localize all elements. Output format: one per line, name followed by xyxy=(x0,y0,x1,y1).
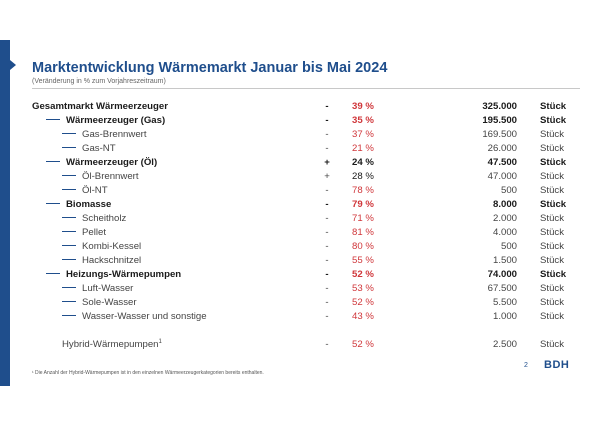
row-label: Scheitholz xyxy=(82,213,127,224)
row-value: 74.000 xyxy=(487,269,517,280)
footnote: ¹ Die Anzahl der Hybrid-Wärmepumpen ist in den einzelnen Wärmeerzeugerkategorien bereits enthalten. xyxy=(32,370,264,376)
row-sign: + xyxy=(324,157,330,168)
page-subtitle: (Veränderung in % zum Vorjahreszeitraum) xyxy=(32,78,166,85)
row-unit: Stück xyxy=(540,157,567,168)
row-unit: Stück xyxy=(540,269,567,280)
row-unit: Stück xyxy=(540,115,567,126)
row-label: Wasser-Wasser und sonstige xyxy=(82,311,207,322)
row-percent: 39 % xyxy=(352,101,374,112)
row-percent: 35 % xyxy=(352,115,374,126)
dash-icon xyxy=(62,147,76,148)
row-percent: 37 % xyxy=(352,129,374,140)
dash-icon xyxy=(62,287,76,288)
table-row-gas-nt xyxy=(32,142,580,156)
dash-icon xyxy=(62,259,76,260)
row-label: Pellet xyxy=(82,227,106,238)
dash-icon xyxy=(46,203,60,204)
row-label: Biomasse xyxy=(66,199,112,210)
row-unit: Stück xyxy=(540,311,564,322)
row-unit: Stück xyxy=(540,185,564,196)
row-label: Öl-Brennwert xyxy=(82,171,139,182)
table-row-luft-wasser xyxy=(32,282,580,296)
row-unit: Stück xyxy=(540,213,564,224)
table-row-sole-wasser xyxy=(32,296,580,310)
accent-bar xyxy=(0,40,10,386)
row-value: 2.000 xyxy=(492,213,517,224)
table-row-waermepumpen xyxy=(32,268,580,282)
row-sign: - xyxy=(325,185,329,196)
row-label: Sole-Wasser xyxy=(82,297,137,308)
dash-icon xyxy=(62,315,76,316)
row-unit: Stück xyxy=(540,101,567,112)
dash-icon xyxy=(62,301,76,302)
row-label: Gesamtmarkt Wärmeerzeuger xyxy=(32,101,168,112)
row-value: 500 xyxy=(500,241,517,252)
row-percent: 81 % xyxy=(352,227,374,238)
row-label: Wärmeerzeuger (Öl) xyxy=(66,157,158,168)
table-row-scheitholz xyxy=(32,212,580,226)
table-row-hybrid xyxy=(32,338,580,352)
row-percent: 53 % xyxy=(352,283,374,294)
row-value: 4.000 xyxy=(492,227,517,238)
dash-icon xyxy=(62,133,76,134)
dash-icon xyxy=(62,245,76,246)
row-percent: 24 % xyxy=(352,157,374,168)
dash-icon xyxy=(46,161,60,162)
page-number: 2 xyxy=(524,362,528,369)
table-row-gas xyxy=(32,114,580,128)
row-percent: 71 % xyxy=(352,213,374,224)
table-row-gas-brennwert xyxy=(32,128,580,142)
row-value: 47.500 xyxy=(487,157,517,168)
row-unit: Stück xyxy=(540,283,564,294)
row-unit: Stück xyxy=(540,241,564,252)
row-value: 67.500 xyxy=(487,283,517,294)
table-row-oel-nt xyxy=(32,184,580,198)
dash-icon xyxy=(62,217,76,218)
row-sign: - xyxy=(325,129,329,140)
row-label: Wärmeerzeuger (Gas) xyxy=(66,115,166,126)
row-percent: 79 % xyxy=(352,199,374,210)
row-value: 500 xyxy=(500,185,517,196)
row-unit: Stück xyxy=(540,143,564,154)
accent-notch xyxy=(10,60,16,70)
row-sign: + xyxy=(324,171,330,182)
row-percent: 52 % xyxy=(352,269,374,280)
row-value: 8.000 xyxy=(492,199,517,210)
row-sign: - xyxy=(325,255,329,266)
row-label: Gas-Brennwert xyxy=(82,129,147,140)
market-table xyxy=(32,100,580,352)
row-sign: - xyxy=(325,297,329,308)
dash-icon xyxy=(46,273,60,274)
row-sign: - xyxy=(325,241,329,252)
row-sign: - xyxy=(325,213,329,224)
row-sign: - xyxy=(325,143,329,154)
row-value: 47.000 xyxy=(487,171,517,182)
row-value: 26.000 xyxy=(487,143,517,154)
table-row-oel xyxy=(32,156,580,170)
row-sign: - xyxy=(325,339,329,350)
table-row-hackschnitzel xyxy=(32,254,580,268)
table-row-gesamtmarkt xyxy=(32,100,580,114)
row-percent: 43 % xyxy=(352,311,374,322)
row-value: 195.500 xyxy=(482,115,517,126)
page-title: Marktentwicklung Wärmemarkt Januar bis Mai 2024 xyxy=(32,60,388,76)
row-unit: Stück xyxy=(540,129,564,140)
row-label: Luft-Wasser xyxy=(82,283,134,294)
row-percent: 78 % xyxy=(352,185,374,196)
row-label: Heizungs-Wärmepumpen xyxy=(66,269,182,280)
title-divider xyxy=(32,88,580,89)
row-unit: Stück xyxy=(540,171,564,182)
row-value: 5.500 xyxy=(492,297,517,308)
row-percent: 21 % xyxy=(352,143,374,154)
row-unit: Stück xyxy=(540,227,564,238)
row-percent: 52 % xyxy=(352,339,374,350)
row-sign: - xyxy=(325,115,329,126)
footnote-marker: 1 xyxy=(158,338,162,345)
row-unit: Stück xyxy=(540,297,564,308)
row-percent: 28 % xyxy=(352,171,374,182)
row-unit: Stück xyxy=(540,339,564,350)
row-value: 1.500 xyxy=(492,255,517,266)
dash-icon xyxy=(46,119,60,120)
row-label: Hybrid-Wärmepumpen xyxy=(62,339,159,350)
row-value: 325.000 xyxy=(482,101,517,112)
row-sign: - xyxy=(325,199,329,210)
row-unit: Stück xyxy=(540,199,567,210)
row-sign: - xyxy=(325,269,329,280)
row-value: 1.000 xyxy=(492,311,517,322)
table-row-biomasse xyxy=(32,198,580,212)
row-label: Kombi-Kessel xyxy=(82,241,142,252)
table-row-kombi-kessel xyxy=(32,240,580,254)
dash-icon xyxy=(62,231,76,232)
bdh-logo: BDH xyxy=(544,359,570,371)
row-sign: - xyxy=(325,101,329,112)
row-percent: 80 % xyxy=(352,241,374,252)
row-percent: 55 % xyxy=(352,255,374,266)
row-sign: - xyxy=(325,283,329,294)
row-value: 2.500 xyxy=(492,339,517,350)
row-sign: - xyxy=(325,311,329,322)
row-label: Öl-NT xyxy=(82,185,108,196)
row-label: Gas-NT xyxy=(82,143,116,154)
dash-icon xyxy=(62,175,76,176)
table-row-wasser-wasser xyxy=(32,310,580,324)
row-percent: 52 % xyxy=(352,297,374,308)
row-label: Hackschnitzel xyxy=(82,255,142,266)
row-sign: - xyxy=(325,227,329,238)
dash-icon xyxy=(62,189,76,190)
table-row-oel-brennwert xyxy=(32,170,580,184)
row-value: 169.500 xyxy=(482,129,517,140)
table-row-pellet xyxy=(32,226,580,240)
row-unit: Stück xyxy=(540,255,564,266)
